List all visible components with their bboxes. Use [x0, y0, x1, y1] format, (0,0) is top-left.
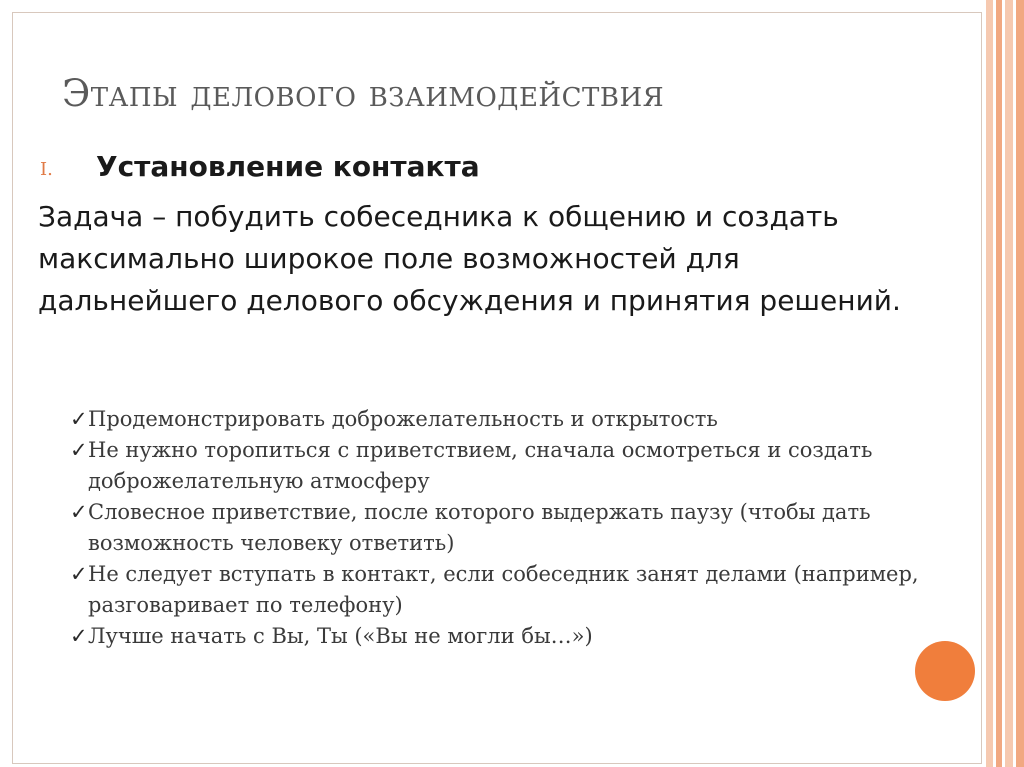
bullet-text: Не следует вступать в контакт, если собеседник занят делами (например, разговаривает по телефону)	[88, 562, 919, 617]
list-item	[70, 435, 970, 497]
checkmark-icon: ✓	[70, 624, 88, 648]
decorative-stripe	[986, 0, 993, 767]
bullet-text: Не нужно торопиться с приветствием, сначала осмотреться и создать доброжелательную атмосферу	[88, 438, 873, 493]
list-item	[70, 404, 970, 435]
bullet-text: Лучше начать с Вы, Ты («Вы не могли бы…»)	[88, 624, 593, 648]
decorative-stripe	[1016, 0, 1024, 767]
list-item	[70, 621, 970, 652]
checkmark-icon: ✓	[70, 500, 88, 524]
bullet-text: Продемонстрировать доброжелательность и открытость	[88, 407, 718, 431]
task-paragraph: Задача – побудить собеседника к общению и создать максимально широкое поле возможностей для дальнейшего делового обсуждения и принятия решений.	[38, 200, 901, 317]
bullet-text: Словесное приветствие, после которого выдержать паузу (чтобы дать возможность человеку ответить)	[88, 500, 871, 555]
slide-title: Этапы делового взаимодействия	[62, 72, 665, 115]
decorative-circle	[915, 641, 975, 701]
checkmark-icon: ✓	[70, 407, 88, 431]
checkmark-icon: ✓	[70, 562, 88, 586]
section-heading: Установление контакта	[96, 150, 480, 183]
list-item	[70, 559, 970, 621]
bullet-list	[70, 404, 970, 652]
decorative-stripe	[1005, 0, 1013, 767]
list-item	[70, 497, 970, 559]
section-numeral: I.	[40, 159, 53, 180]
checkmark-icon: ✓	[70, 438, 88, 462]
decorative-stripe	[996, 0, 1002, 767]
